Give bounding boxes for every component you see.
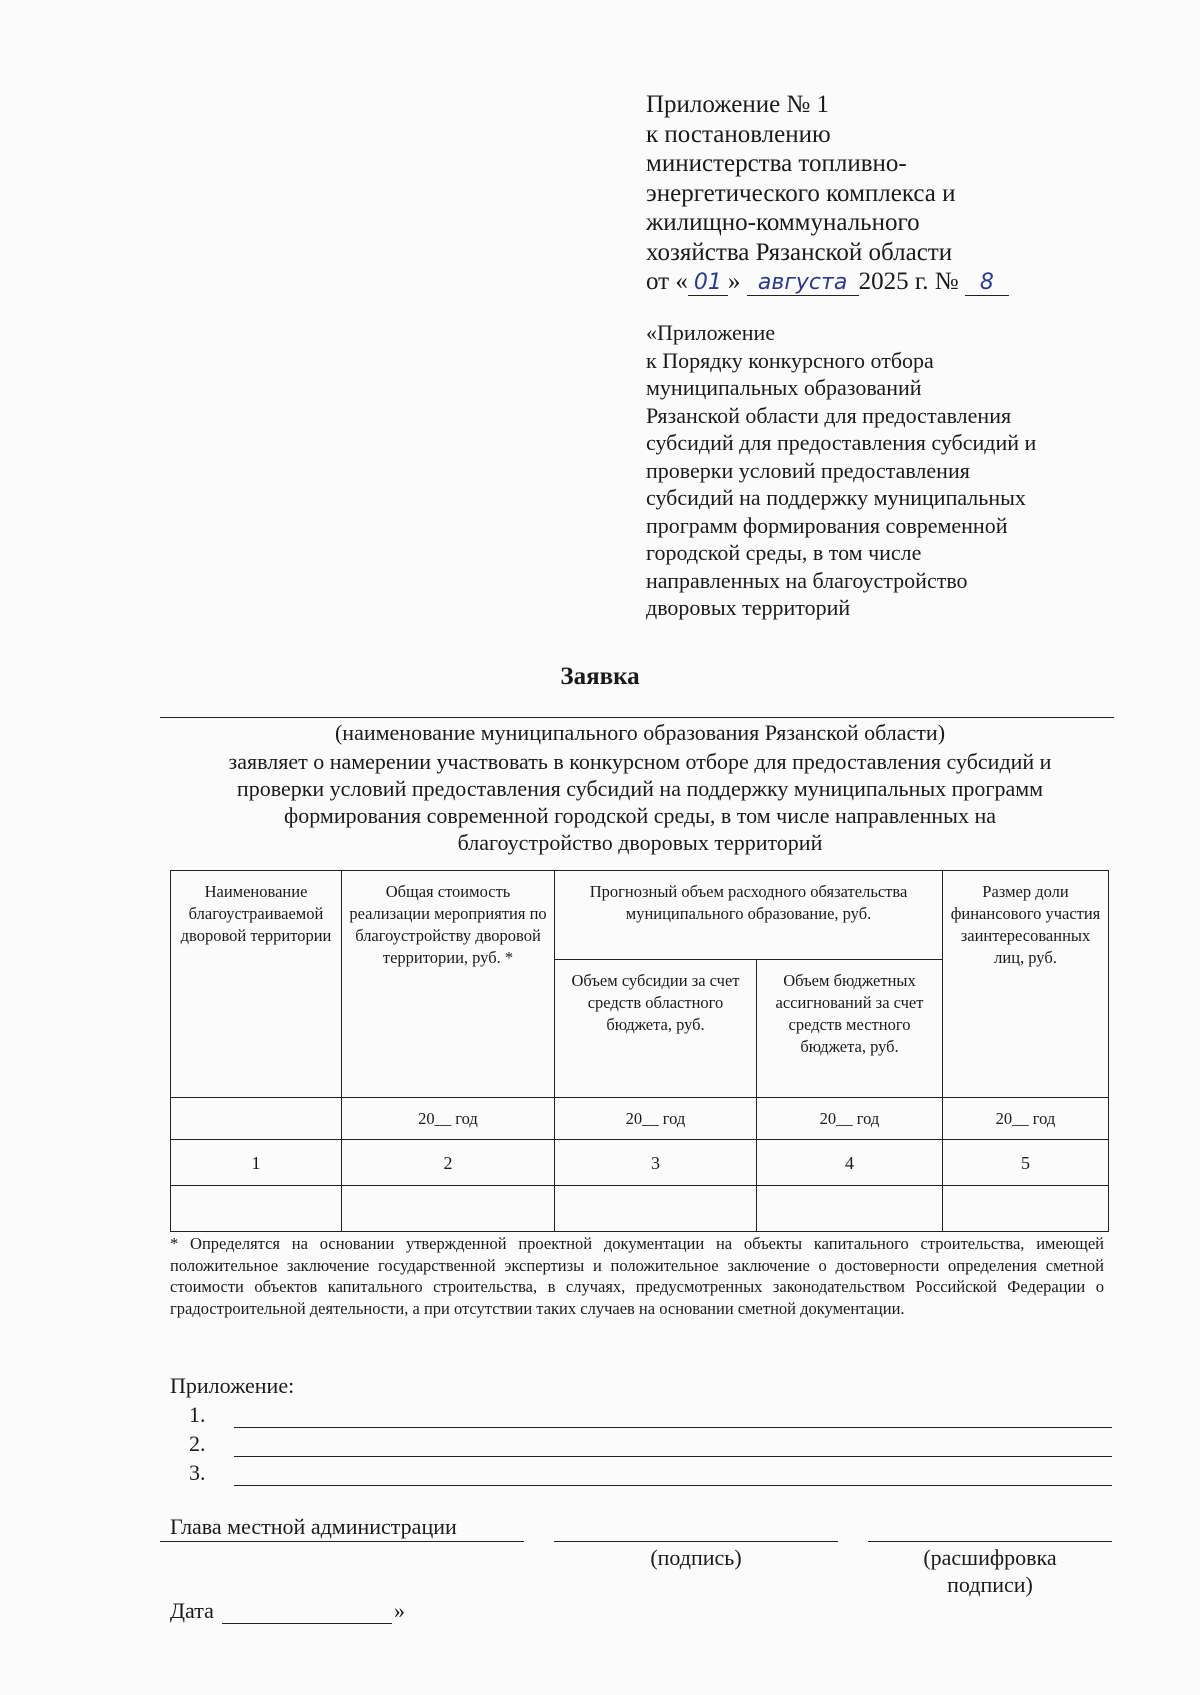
attachment-line[interactable] [234,1485,1112,1486]
head-of-administration-label: Глава местной администрации [170,1514,457,1539]
column-number: 2 [342,1140,555,1186]
header-line: энергетического комплекса и [646,179,956,207]
handwritten-day: 01 [688,271,728,296]
resolution-date-line [646,267,1106,297]
footnote: * Определятся на основании утвержденной проектной документации на объекты капитального строительства, имеющей положительное заключение государственной экспертизы и положительное заключение о достоверности определения сметной стоимости объектов капитального строительства, в случаях, предусмотренных законодательством Российской Федерации о градостроительной деятельности, а при отсутствии таких случаев на основании сметной документации. [170,1234,1104,1318]
header-line: хозяйства Рязанской области [646,238,953,266]
sub-header-line: к Порядку конкурсного отбора [646,347,934,373]
year-cell: 20__ год [757,1098,943,1140]
sub-header-line: городской среды, в том числе [646,540,922,565]
signature-decoding-caption: (расшифровка [923,1545,1057,1570]
statement-line: благоустройство дворовых территорий [457,830,823,855]
header-line: Приложение № 1 [646,91,830,118]
data-cell-regional-subsidy[interactable] [555,1186,757,1232]
sub-header-line: дворовых территорий [646,595,851,620]
statement-line: заявляет о намерении участвовать в конкурсном отборе для предоставления субсидий и [228,749,1052,774]
date-year: 2025 г. № [858,268,959,295]
date-line[interactable] [222,1623,392,1624]
year-cell: 20__ год [555,1098,757,1140]
attachment-number: 3. [189,1460,206,1485]
col-header-forecast-obligation: Прогнозный объем расходного обязательства муниципального образование, руб. [555,871,943,960]
page-title: Заявка [560,663,640,690]
column-number: 3 [555,1140,757,1186]
col-header-territory-name: Наименование благоустраиваемой дворовой территории [171,871,342,1098]
statement-text [165,748,1115,856]
date-suffix: » [394,1598,405,1623]
column-number: 5 [943,1140,1109,1186]
header-line: жилищно-коммунального [646,209,920,236]
year-cell: 20__ год [943,1098,1109,1140]
column-number: 1 [171,1140,342,1186]
header-line: к постановлению [646,120,831,148]
application-table [170,870,1109,1232]
date-prefix: от « [646,268,688,295]
sub-header-line: субсидий на поддержку муниципальных [646,485,1026,510]
year-cell: 20__ год [342,1098,555,1140]
col-header-local-budget: Объем бюджетных ассигнований за счет средств местного бюджета, руб. [757,960,943,1098]
signature-line[interactable] [554,1541,838,1542]
handwritten-month: августа [747,271,859,296]
col-header-regional-subsidy: Объем субсидии за счет средств областного бюджета, руб. [555,960,757,1098]
date-mid: » [727,268,741,295]
date-label: Дата [170,1598,214,1623]
column-number: 4 [757,1140,943,1186]
col-header-total-cost: Общая стоимость реализации мероприятия по благоустройству дворовой территории, руб. * [342,871,555,1098]
sub-header-block [646,319,1116,622]
attachment-line[interactable] [234,1427,1112,1428]
data-cell-local-budget[interactable] [757,1186,943,1232]
sub-header-line: Рязанской области для предоставления [646,402,1012,428]
data-cell-total-cost[interactable] [342,1186,555,1232]
data-cell-territory[interactable] [171,1186,342,1232]
sub-header-line: субсидий для предоставления субсидий и [646,430,1037,455]
header-line: министерства топливно- [646,150,907,177]
data-cell-stakeholder-share[interactable] [943,1186,1109,1232]
attachment-line[interactable] [234,1456,1112,1457]
head-label-line [160,1541,524,1542]
handwritten-doc-number: 8 [965,271,1009,296]
attachments-label: Приложение: [170,1373,295,1398]
col-header-stakeholder-share: Размер доли финансового участия заинтересованных лиц, руб. [943,871,1109,1098]
sub-header-line: проверки условий предоставления [646,457,970,483]
statement-line: формирования современной городской среды, в том числе направленных на [284,803,996,828]
sub-header-line: муниципальных образований [646,375,922,400]
attachment-number: 1. [189,1402,206,1427]
attachment-number: 2. [189,1431,206,1456]
municipality-caption: (наименование муниципального образования Рязанской области) [334,720,946,745]
signature-decoding-line[interactable] [868,1541,1112,1542]
year-cell-empty [171,1098,342,1140]
sub-header-line: «Приложение [646,320,776,345]
municipality-name-line [160,717,1114,718]
header-block [646,90,1106,297]
signature-caption: (подпись) [650,1545,742,1570]
statement-line: проверки условий предоставления субсидий на поддержку муниципальных программ [236,776,1044,801]
sub-header-line: направленных на благоустройство [646,567,968,593]
signature-decoding-caption: подписи) [947,1572,1033,1597]
sub-header-line: программ формирования современной [646,512,1008,538]
